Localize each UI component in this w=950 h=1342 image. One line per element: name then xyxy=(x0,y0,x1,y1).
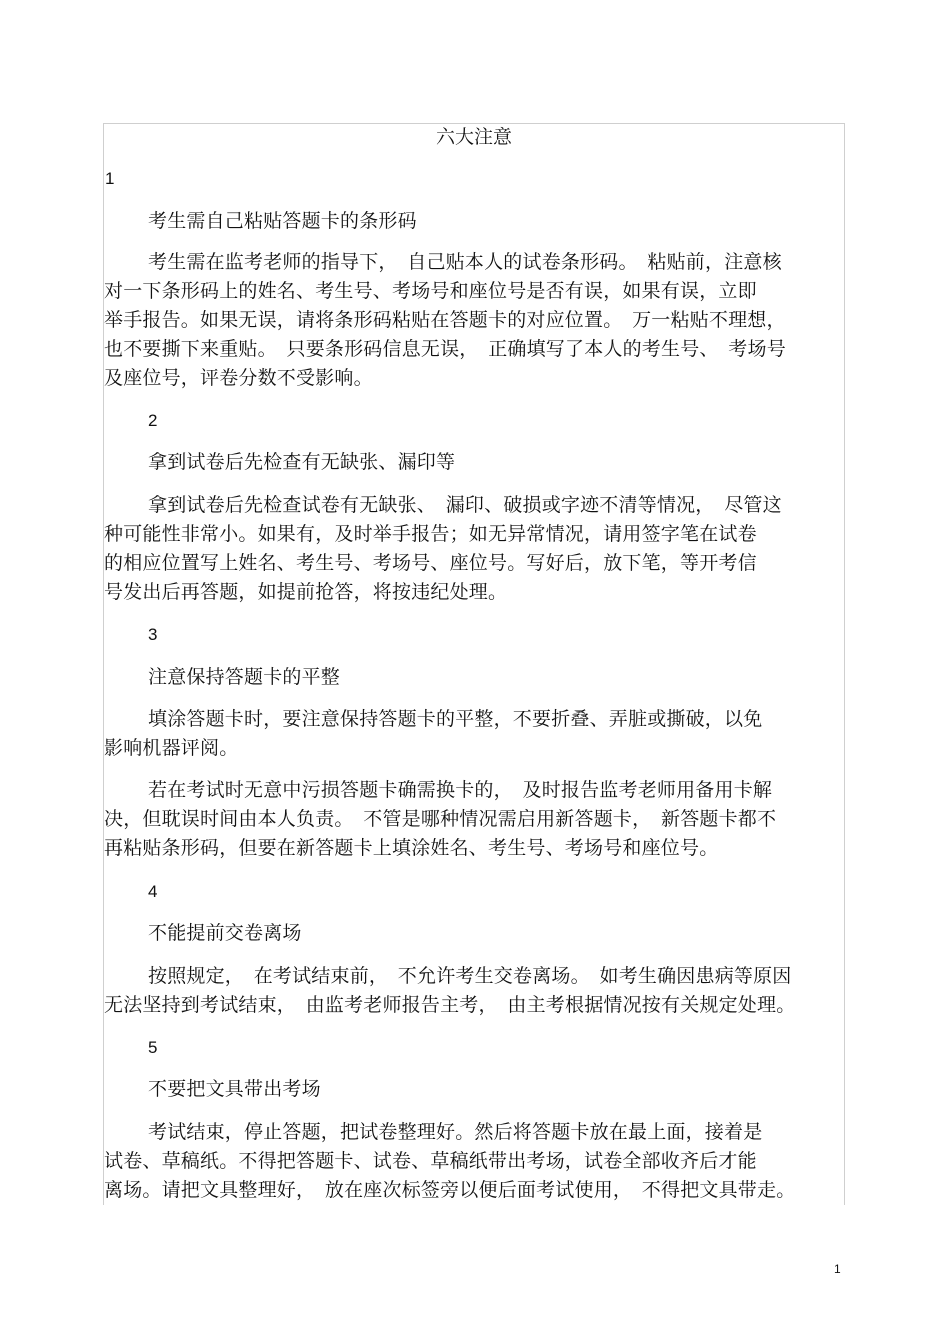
paragraph-line: 影响机器评阅。 xyxy=(104,737,239,759)
paragraph-line: 及座位号，评卷分数不受影响。 xyxy=(104,367,373,389)
paragraph-line: 对一下条形码上的姓名、考生号、考场号和座位号是否有误，如果有误，立即 xyxy=(104,280,757,302)
paragraph-line: 考试结束，停止答题，把试卷整理好。然后将答题卡放在最上面，接着是 xyxy=(148,1121,763,1143)
paragraph-line: 决，但耽误时间由本人负责。 不管是哪种情况需启用新答题卡， 新答题卡都不 xyxy=(104,808,777,830)
section-heading: 不要把文具带出考场 xyxy=(148,1078,321,1100)
paragraph-line: 种可能性非常小。如果有，及时举手报告；如无异常情况，请用签字笔在试卷 xyxy=(104,523,757,545)
section-heading: 注意保持答题卡的平整 xyxy=(148,666,341,688)
paragraph-line: 无法坚持到考试结束， 由监考老师报告主考， 由主考根据情况按有关规定处理。 xyxy=(104,994,796,1016)
paragraph-line: 若在考试时无意中污损答题卡确需换卡的， 及时报告监考老师用备用卡解 xyxy=(148,779,773,801)
page-number: 1 xyxy=(834,1262,841,1276)
paragraph-line: 试卷、草稿纸。不得把答题卡、试卷、草稿纸带出考场，试卷全部收齐后才能 xyxy=(104,1150,757,1172)
paragraph-line: 也不要撕下来重贴。 只要条形码信息无误， 正确填写了本人的考生号、 考场号 xyxy=(104,338,786,360)
section-number: 3 xyxy=(148,625,158,644)
paragraph-line: 拿到试卷后先检查试卷有无缺张、 漏印、破损或字迹不清等情况， 尽管这 xyxy=(148,494,782,516)
page-title: 六大注意 xyxy=(435,126,512,148)
section-heading: 拿到试卷后先检查有无缺张、漏印等 xyxy=(148,451,456,473)
paragraph-line: 举手报告。如果无误，请将条形码粘贴在答题卡的对应位置。 万一粘贴不理想， xyxy=(104,309,786,331)
paragraph-line: 号发出后再答题，如提前抢答，将按违纪处理。 xyxy=(104,581,508,603)
section-number: 2 xyxy=(148,411,158,430)
paragraph-line: 离场。请把文具整理好， 放在座次标签旁以便后面考试使用， 不得把文具带走。 xyxy=(104,1179,796,1201)
section-heading: 不能提前交卷离场 xyxy=(148,922,302,944)
section-number: 1 xyxy=(105,169,115,188)
paragraph-line: 按照规定， 在考试结束前， 不允许考生交卷离场。 如考生确因患病等原因 xyxy=(148,965,792,987)
paragraph-line: 填涂答题卡时，要注意保持答题卡的平整，不要折叠、弄脏或撕破，以免 xyxy=(148,708,763,730)
section-number: 5 xyxy=(148,1038,158,1057)
paragraph-line: 的相应位置写上姓名、考生号、考场号、座位号。写好后，放下笔，等开考信 xyxy=(104,552,757,574)
section-heading: 考生需自己粘贴答题卡的条形码 xyxy=(148,210,417,232)
paragraph-line: 考生需在监考老师的指导下， 自己贴本人的试卷条形码。 粘贴前，注意核 xyxy=(148,251,782,273)
section-number: 4 xyxy=(148,882,158,901)
paragraph-line: 再粘贴条形码，但要在新答题卡上填涂姓名、考生号、考场号和座位号。 xyxy=(104,837,719,859)
